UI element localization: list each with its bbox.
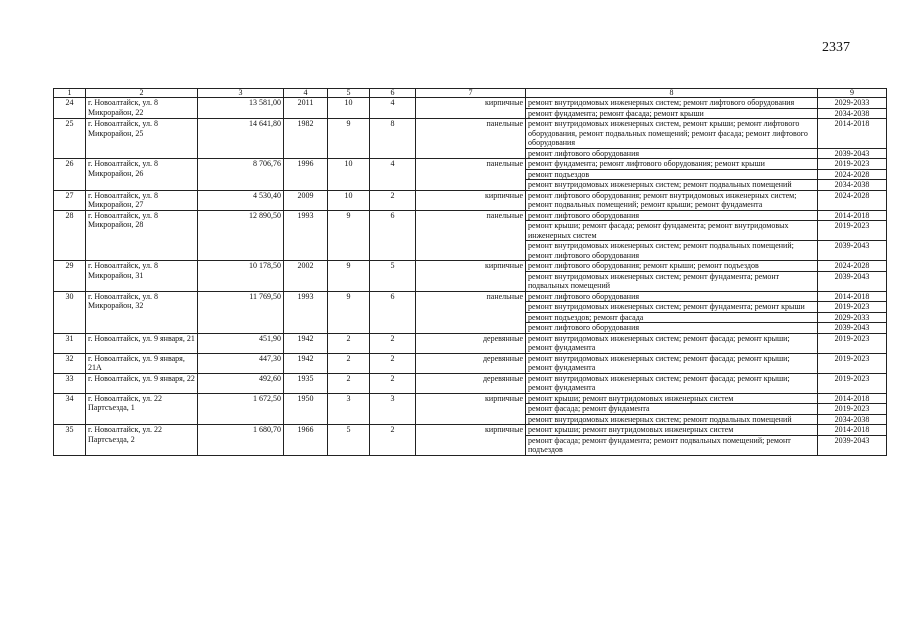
- period-cell: 2034-2038: [818, 180, 887, 191]
- row-number: 35: [54, 425, 86, 456]
- period-cell: 2034-2038: [818, 414, 887, 425]
- works-cell: ремонт лифтового оборудования; ремонт внутридомовых инженерных систем; ремонт подвальных помещений; ремонт крыши; ремонт фундамента: [526, 190, 818, 210]
- area-cell: 4 530,40: [198, 190, 284, 210]
- wall-material-cell: панельные: [416, 291, 526, 333]
- period-cell: 2019-2023: [818, 302, 887, 313]
- works-cell: ремонт внутридомовых инженерных систем; ремонт фасада; ремонт крыши; ремонт фундамента: [526, 353, 818, 373]
- wall-material-cell: кирпичные: [416, 190, 526, 210]
- entrances-cell: 5: [370, 261, 416, 292]
- floors-cell: 5: [328, 425, 370, 456]
- table-row: [54, 373, 887, 393]
- address-cell: г. Новоалтайск, ул. 8 Микрорайон, 32: [86, 291, 198, 333]
- year-cell: 2011: [284, 98, 328, 119]
- year-cell: 1982: [284, 119, 328, 159]
- row-number: 28: [54, 210, 86, 261]
- works-cell: ремонт крыши; ремонт внутридомовых инженерных систем: [526, 393, 818, 404]
- wall-material-cell: панельные: [416, 210, 526, 261]
- area-cell: 10 178,50: [198, 261, 284, 292]
- year-cell: 1996: [284, 159, 328, 191]
- column-header: 5: [328, 89, 370, 98]
- period-cell: 2014-2018: [818, 210, 887, 221]
- year-cell: 1993: [284, 210, 328, 261]
- area-cell: 8 706,76: [198, 159, 284, 191]
- address-cell: г. Новоалтайск, ул. 8 Микрорайон, 27: [86, 190, 198, 210]
- table-body: [54, 98, 887, 456]
- wall-material-cell: деревянные: [416, 373, 526, 393]
- address-cell: г. Новоалтайск, ул. 8 Микрорайон, 31: [86, 261, 198, 292]
- period-cell: 2024-2028: [818, 261, 887, 272]
- area-cell: 11 769,50: [198, 291, 284, 333]
- column-header: 8: [526, 89, 818, 98]
- period-cell: 2024-2028: [818, 190, 887, 210]
- period-cell: 2019-2023: [818, 404, 887, 415]
- address-cell: г. Новоалтайск, ул. 9 января, 21А: [86, 353, 198, 373]
- works-cell: ремонт лифтового оборудования: [526, 323, 818, 334]
- period-cell: 2019-2023: [818, 221, 887, 241]
- works-cell: ремонт лифтового оборудования: [526, 148, 818, 159]
- row-number: 26: [54, 159, 86, 191]
- year-cell: 1950: [284, 393, 328, 425]
- wall-material-cell: кирпичные: [416, 425, 526, 456]
- period-cell: 2019-2023: [818, 159, 887, 170]
- address-cell: г. Новоалтайск, ул. 22 Партсъезда, 1: [86, 393, 198, 425]
- floors-cell: 10: [328, 190, 370, 210]
- row-number: 24: [54, 98, 86, 119]
- works-cell: ремонт крыши; ремонт фасада; ремонт фундамента; ремонт внутридомовых инженерных систем: [526, 221, 818, 241]
- entrances-cell: 3: [370, 393, 416, 425]
- address-cell: г. Новоалтайск, ул. 8 Микрорайон, 28: [86, 210, 198, 261]
- row-number: 34: [54, 393, 86, 425]
- works-cell: ремонт внутридомовых инженерных систем; ремонт подвальных помещений; ремонт лифтового оборудования: [526, 241, 818, 261]
- entrances-cell: 6: [370, 210, 416, 261]
- period-cell: 2024-2028: [818, 169, 887, 180]
- works-cell: ремонт внутридомовых инженерных систем; ремонт фасада; ремонт крыши; ремонт фундамента: [526, 373, 818, 393]
- area-cell: 14 641,80: [198, 119, 284, 159]
- floors-cell: 2: [328, 333, 370, 353]
- year-cell: 1935: [284, 373, 328, 393]
- table-row: [54, 159, 887, 170]
- table-row: [54, 393, 887, 404]
- entrances-cell: 4: [370, 159, 416, 191]
- period-cell: 2019-2023: [818, 373, 887, 393]
- wall-material-cell: кирпичные: [416, 98, 526, 119]
- address-cell: г. Новоалтайск, ул. 8 Микрорайон, 22: [86, 98, 198, 119]
- floors-cell: 2: [328, 353, 370, 373]
- works-cell: ремонт внутридомовых инженерных систем; ремонт фундамента; ремонт подвальных помещений: [526, 271, 818, 291]
- period-cell: 2039-2043: [818, 323, 887, 334]
- entrances-cell: 6: [370, 291, 416, 333]
- table-row: [54, 210, 887, 221]
- works-cell: ремонт подъездов; ремонт фасада: [526, 312, 818, 323]
- works-cell: ремонт подъездов: [526, 169, 818, 180]
- works-cell: ремонт фундамента; ремонт лифтового оборудования; ремонт крыши: [526, 159, 818, 170]
- entrances-cell: 2: [370, 373, 416, 393]
- column-header: 6: [370, 89, 416, 98]
- row-number: 33: [54, 373, 86, 393]
- works-cell: ремонт внутридомовых инженерных систем; ремонт фундамента; ремонт крыши: [526, 302, 818, 313]
- row-number: 30: [54, 291, 86, 333]
- wall-material-cell: панельные: [416, 159, 526, 191]
- wall-material-cell: деревянные: [416, 353, 526, 373]
- period-cell: 2014-2018: [818, 119, 887, 149]
- column-header: 1: [54, 89, 86, 98]
- area-cell: 12 890,50: [198, 210, 284, 261]
- floors-cell: 9: [328, 119, 370, 159]
- floors-cell: 10: [328, 98, 370, 119]
- table-row: [54, 261, 887, 272]
- works-cell: ремонт внутридомовых инженерных систем; ремонт подвальных помещений: [526, 414, 818, 425]
- address-cell: г. Новоалтайск, ул. 8 Микрорайон, 25: [86, 119, 198, 159]
- column-header: 2: [86, 89, 198, 98]
- page-number: 2337: [822, 40, 850, 55]
- period-cell: 2029-2033: [818, 98, 887, 109]
- entrances-cell: 4: [370, 98, 416, 119]
- floors-cell: 2: [328, 373, 370, 393]
- wall-material-cell: кирпичные: [416, 261, 526, 292]
- period-cell: 2019-2023: [818, 333, 887, 353]
- area-cell: 1 672,50: [198, 393, 284, 425]
- year-cell: 1993: [284, 291, 328, 333]
- column-header: 9: [818, 89, 887, 98]
- address-cell: г. Новоалтайск, ул. 9 января, 21: [86, 333, 198, 353]
- works-cell: ремонт внутридомовых инженерных систем; ремонт подвальных помещений: [526, 180, 818, 191]
- works-cell: ремонт внутридомовых инженерных систем; ремонт лифтового оборудования: [526, 98, 818, 109]
- row-number: 27: [54, 190, 86, 210]
- table-row: [54, 353, 887, 373]
- area-cell: 492,60: [198, 373, 284, 393]
- address-cell: г. Новоалтайск, ул. 9 января, 22: [86, 373, 198, 393]
- row-number: 31: [54, 333, 86, 353]
- works-cell: ремонт лифтового оборудования: [526, 210, 818, 221]
- entrances-cell: 2: [370, 353, 416, 373]
- area-cell: 1 680,70: [198, 425, 284, 456]
- row-number: 29: [54, 261, 86, 292]
- table-row: [54, 425, 887, 436]
- address-cell: г. Новоалтайск, ул. 22 Партсъезда, 2: [86, 425, 198, 456]
- area-cell: 447,30: [198, 353, 284, 373]
- area-cell: 13 581,00: [198, 98, 284, 119]
- column-header: 3: [198, 89, 284, 98]
- year-cell: 1966: [284, 425, 328, 456]
- period-cell: 2039-2043: [818, 435, 887, 455]
- floors-cell: 9: [328, 291, 370, 333]
- works-cell: ремонт лифтового оборудования; ремонт крыши; ремонт подъездов: [526, 261, 818, 272]
- column-number-row: [54, 89, 887, 98]
- period-cell: 2014-2018: [818, 425, 887, 436]
- works-cell: ремонт фундамента; ремонт фасада; ремонт крыши: [526, 108, 818, 119]
- row-number: 25: [54, 119, 86, 159]
- wall-material-cell: кирпичные: [416, 393, 526, 425]
- entrances-cell: 2: [370, 190, 416, 210]
- address-cell: г. Новоалтайск, ул. 8 Микрорайон, 26: [86, 159, 198, 191]
- works-cell: ремонт лифтового оборудования: [526, 291, 818, 302]
- works-cell: ремонт внутридомовых инженерных систем, ремонт крыши; ремонт лифтового оборудования, ремонт подвальных помещений; ремонт фасада; ремонт лифтового оборудования: [526, 119, 818, 149]
- period-cell: 2034-2038: [818, 108, 887, 119]
- period-cell: 2039-2043: [818, 271, 887, 291]
- year-cell: 2009: [284, 190, 328, 210]
- entrances-cell: 8: [370, 119, 416, 159]
- table-row: [54, 333, 887, 353]
- period-cell: 2019-2023: [818, 353, 887, 373]
- works-cell: ремонт фасада; ремонт фундамента: [526, 404, 818, 415]
- table-row: [54, 291, 887, 302]
- year-cell: 2002: [284, 261, 328, 292]
- repair-schedule-table: [53, 88, 887, 456]
- works-cell: ремонт крыши; ремонт внутридомовых инженерных систем: [526, 425, 818, 436]
- row-number: 32: [54, 353, 86, 373]
- period-cell: 2039-2043: [818, 148, 887, 159]
- period-cell: 2014-2018: [818, 291, 887, 302]
- area-cell: 451,90: [198, 333, 284, 353]
- floors-cell: 3: [328, 393, 370, 425]
- year-cell: 1942: [284, 333, 328, 353]
- column-header: 7: [416, 89, 526, 98]
- table-row: [54, 98, 887, 109]
- entrances-cell: 2: [370, 333, 416, 353]
- table-row: [54, 190, 887, 210]
- period-cell: 2014-2018: [818, 393, 887, 404]
- column-header: 4: [284, 89, 328, 98]
- entrances-cell: 2: [370, 425, 416, 456]
- period-cell: 2029-2033: [818, 312, 887, 323]
- table-row: [54, 119, 887, 149]
- wall-material-cell: панельные: [416, 119, 526, 159]
- works-cell: ремонт внутридомовых инженерных систем; ремонт фасада; ремонт крыши; ремонт фундамента: [526, 333, 818, 353]
- year-cell: 1942: [284, 353, 328, 373]
- floors-cell: 10: [328, 159, 370, 191]
- period-cell: 2039-2043: [818, 241, 887, 261]
- floors-cell: 9: [328, 210, 370, 261]
- floors-cell: 9: [328, 261, 370, 292]
- wall-material-cell: деревянные: [416, 333, 526, 353]
- works-cell: ремонт фасада; ремонт фундамента; ремонт подвальных помещений; ремонт подъездов: [526, 435, 818, 455]
